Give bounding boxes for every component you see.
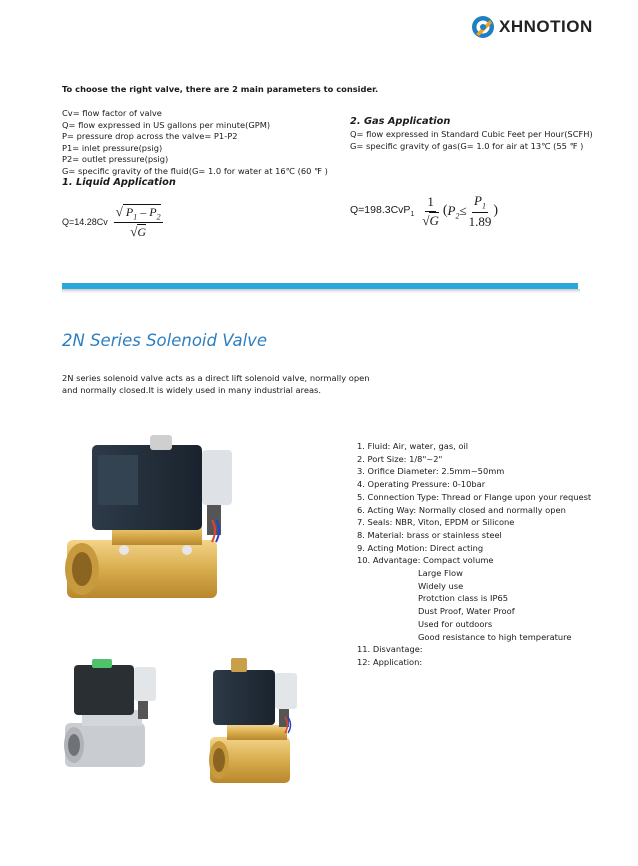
gas-p2 [448, 203, 460, 221]
num-one: 1 [425, 194, 436, 212]
gas-formula [350, 193, 498, 230]
divisor: 1.89 [468, 213, 492, 229]
gas-def-line: Q= flow expressed in Standard Cubic Feet per Hour(SCFH) [350, 129, 593, 139]
intro-text: To choose the right valve, there are 2 main parameters to consider. [62, 84, 379, 94]
spec-item: 10. Advantage: Compact volume [357, 555, 494, 566]
brand-logo [471, 12, 593, 42]
liquid-formula-prefix: Q=14.28Cv [62, 217, 108, 228]
def-line: P1= inlet pressure(psig) [62, 142, 163, 153]
gas-fraction-2 [467, 193, 494, 230]
spec-item: 4. Operating Pressure: 0-10bar [357, 479, 486, 490]
liquid-numerator [114, 204, 163, 223]
spec-item: 9. Acting Motion: Direct acting [357, 542, 484, 553]
sub-2: 2 [455, 211, 460, 221]
advantage-item: Used for outdoors [418, 618, 493, 629]
le-sign: ≤ [459, 203, 467, 219]
spec-item: 1. Fluid: Air, water, gas, oil [357, 441, 469, 451]
def-line: P2= outlet pressure(psig) [62, 154, 169, 165]
gas-den [420, 212, 441, 229]
spec-item: 8. Material: brass or stainless steel [357, 529, 502, 540]
spec-item: 5. Connection Type: Thread or Flange upon your request [357, 491, 592, 502]
gas-fraction-1 [420, 194, 441, 229]
spec-item: 7. Seals: NBR, Viton, EPDM or Silicone [357, 517, 515, 528]
var-g: G [137, 225, 147, 240]
advantage-item: Widely use [418, 580, 464, 591]
sub-2: 2 [156, 212, 161, 222]
liquid-formula [62, 204, 163, 240]
gas-heading: 2. Gas Application [350, 116, 451, 127]
logo-text: XHNOTION [499, 17, 593, 36]
paren-open: ( [442, 203, 448, 219]
def-line: P= pressure drop across the valve= P1-P2 [62, 131, 238, 142]
gas-num-p1 [472, 193, 488, 213]
advantage-item: Large Flow [418, 568, 463, 579]
var-p1: P [125, 205, 134, 219]
advantage-item: Protction class is IP65 [418, 593, 509, 604]
brass-valve-small-image [205, 655, 315, 795]
var-p2: P [149, 205, 157, 219]
advantage-item: Dust Proof, Water Proof [418, 606, 515, 617]
liquid-heading: 1. Liquid Application [62, 177, 176, 188]
section-desc-line: and normally closed.It is widely used in many industrial areas. [62, 384, 321, 395]
advantage-item: Good resistance to high temperature [418, 631, 572, 642]
spec-item: 12: Application: [357, 656, 423, 667]
spec-item: 2. Port Size: 1/8"~2" [357, 453, 443, 464]
stainless-valve-image [62, 655, 177, 780]
var-p2: P [447, 202, 456, 218]
minus-sign: – [137, 205, 150, 219]
spec-item: 6. Acting Way: Normally closed and normally open [357, 504, 566, 515]
gas-formula-prefix [350, 204, 414, 218]
var-g: G [429, 212, 439, 228]
divider-shadow [62, 289, 580, 293]
gas-def-line: G= specific gravity of gas(G= 1.0 for air at 13℃ (55 ℉ ) [350, 140, 584, 151]
brass-valve-image [62, 430, 262, 620]
spec-list [357, 440, 591, 669]
section-title: 2N Series Solenoid Valve [62, 331, 268, 350]
sub-1: 1 [133, 212, 138, 222]
def-line: Q= flow expressed in US gallons per minute(GPM) [62, 119, 271, 130]
liquid-fraction [114, 204, 163, 240]
paren-close: ) [493, 203, 499, 219]
section-desc-line: 2N series solenoid valve acts as a direct lift solenoid valve, normally open [62, 373, 370, 383]
var-p1: P [474, 193, 482, 208]
sqrt-icon: √ [115, 204, 123, 219]
gas-prefix-text: Q=198.3CvP [350, 204, 411, 217]
liquid-denominator [128, 223, 148, 240]
def-line: G= specific gravity of the fluid(G= 1.0 for water at 16℃ (60 ℉ ) [62, 166, 328, 176]
spec-item: 3. Orifice Diameter: 2.5mm~50mm [357, 466, 505, 477]
spec-item: 11. Disvantage: [357, 644, 423, 655]
sub-1: 1 [481, 201, 486, 211]
def-line: Cv= flow factor of valve [62, 108, 162, 118]
logo-icon [471, 15, 495, 39]
sqrt-icon: √ [422, 212, 430, 228]
sub-1: 1 [410, 211, 415, 219]
sqrt-icon: √ [130, 224, 138, 240]
